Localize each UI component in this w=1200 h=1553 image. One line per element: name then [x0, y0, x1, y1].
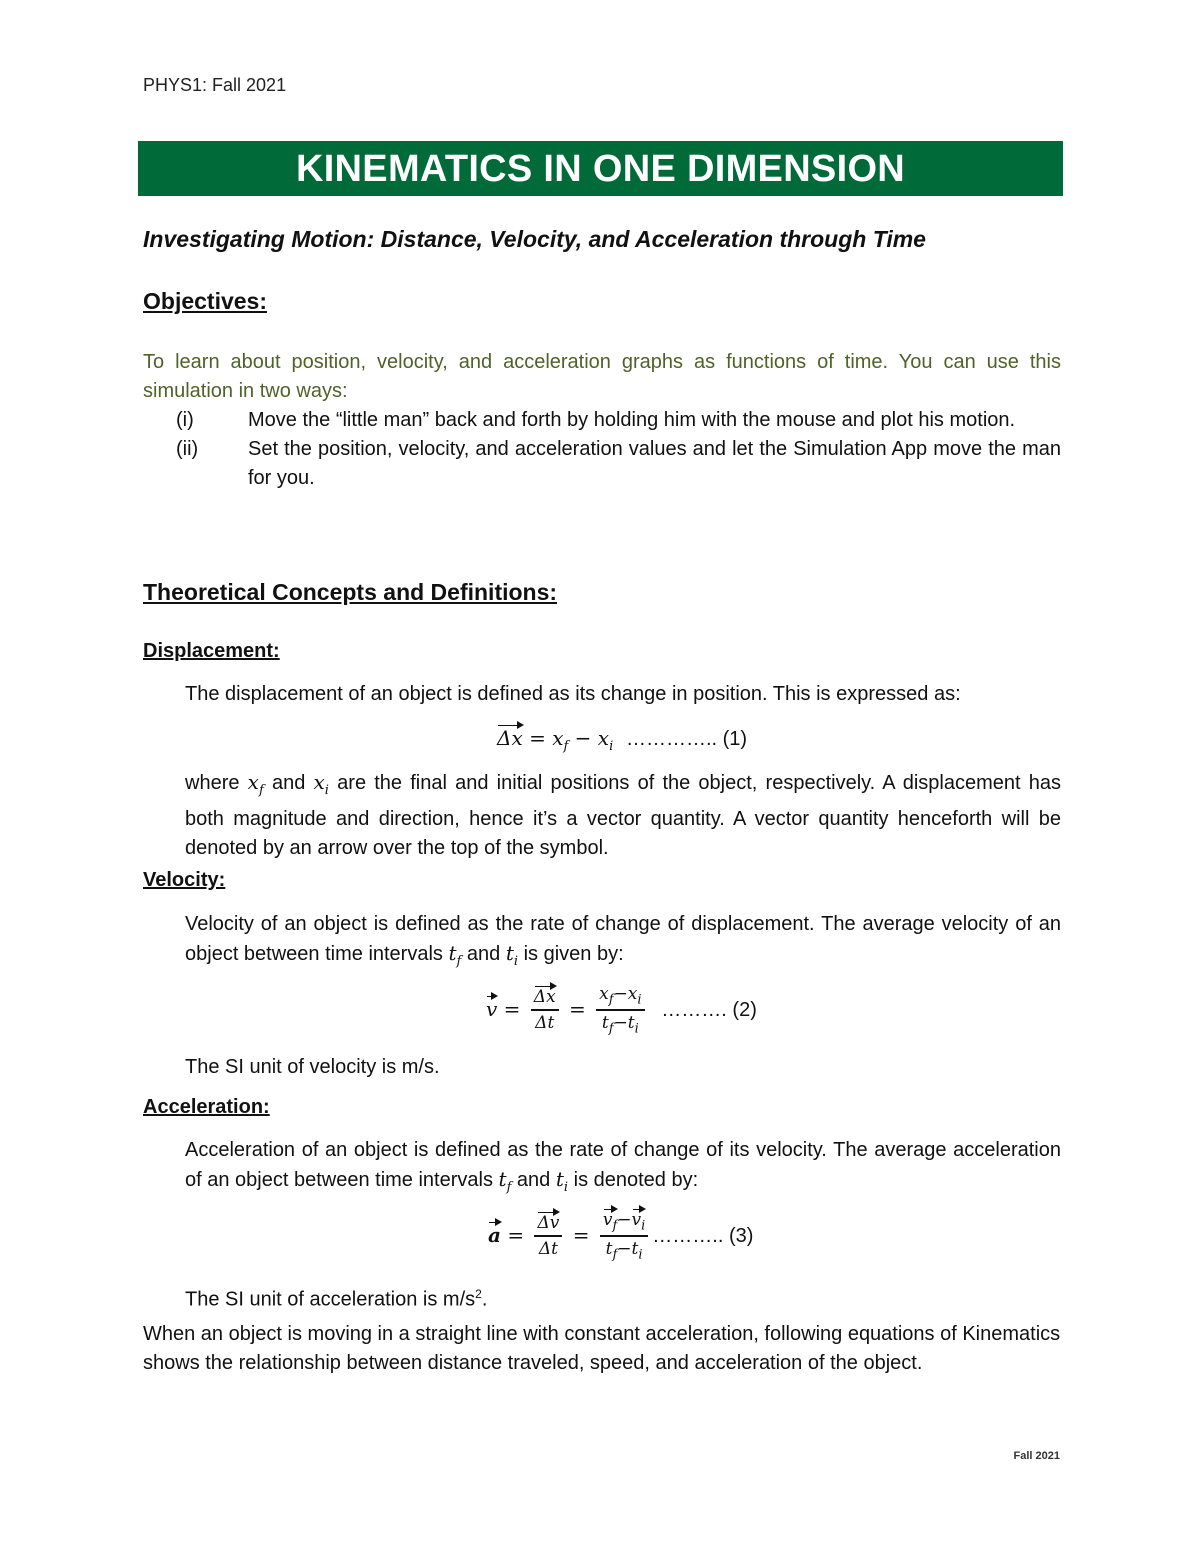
list-number: (i) [176, 409, 194, 431]
unit-text: The SI unit of acceleration is m/s [185, 1288, 476, 1311]
list-item [143, 435, 1061, 493]
closing-paragraph: When an object is moving in a straight line with constant acceleration, following equations of Kinematics shows the relationship between distance traveled, speed, and acceleration of the object. [143, 1323, 1061, 1374]
acceleration-unit [185, 1280, 1061, 1315]
list-number: (ii) [176, 438, 199, 460]
equation-number: ……….. (3) [652, 1224, 754, 1247]
velocity-heading: Velocity: [143, 869, 226, 891]
velocity-text: Velocity of an object is defined as the rate of change of displacement. The average velocity of an object between time intervals $t_f$ and $t_i$ is given by: [185, 913, 1061, 969]
equation-number: ………. (2) [661, 998, 757, 1021]
acceleration-text-part: is denoted by: [568, 1169, 699, 1191]
list-text: Move the “little man” back and forth by holding him with the mouse and plot his motion. [248, 409, 1016, 431]
displacement-where: where $x_f$ and $x_i$ are the final and initial positions of the object, respectively. A displacement has both magnitude and direction, hence it’s a vector quantity. A vector quantity henceforth will be denoted by an arrow over the top of the symbol. [185, 770, 1062, 859]
page-footer: Fall 2021 [1013, 1450, 1060, 1462]
velocity-unit: The SI unit of velocity is m/s. [185, 1056, 440, 1078]
equation-number: ………….. (1) [625, 728, 748, 750]
where-text: are the final and initial positions of the object, respectively. A displacement has both magnitude and direction, hence it’s a vector quantity. A vector quantity henceforth will be denoted by an arrow over the top of the symbol. [185, 772, 1062, 859]
acceleration-text-part: and [511, 1169, 556, 1191]
velocity-text-part: Velocity of an object is defined as the rate of change of displacement. The average velocity of an object between time intervals [185, 913, 1061, 965]
equation-1: $\Delta x = x_f - x_i$ ………….. (1) [497, 726, 748, 754]
title-banner: KINEMATICS IN ONE DIMENSION [138, 141, 1063, 196]
objectives-heading: Objectives: [143, 288, 267, 314]
acceleration-text-part: Acceleration of an object is defined as the rate of change of its velocity. The average acceleration of an object between time intervals [185, 1139, 1061, 1191]
displacement-text: The displacement of an object is defined as its change in position. This is expressed as: [185, 683, 961, 705]
objectives-list [143, 406, 1061, 493]
where-text: where [185, 772, 248, 794]
page-header: PHYS1: Fall 2021 [143, 75, 287, 95]
velocity-text-part: and [461, 943, 506, 965]
subtitle: Investigating Motion: Distance, Velocity, and Acceleration through Time [143, 226, 926, 252]
acceleration-text: Acceleration of an object is defined as the rate of change of its velocity. The average acceleration of an object between time intervals $t_f$ and $t_i$ is denoted by: [185, 1139, 1061, 1195]
objectives-intro: To learn about position, velocity, and acceleration graphs as functions of time. You can use this simulation in two ways: [143, 351, 1061, 402]
list-text: Set the position, velocity, and acceleration values and let the Simulation App move the man for you. [248, 438, 1061, 489]
list-item [143, 406, 1061, 435]
where-text: and [263, 772, 314, 794]
acceleration-heading: Acceleration: [143, 1096, 270, 1118]
unit-text-end: . [481, 1288, 488, 1311]
displacement-heading: Displacement: [143, 640, 280, 662]
theory-heading: Theoretical Concepts and Definitions: [143, 579, 558, 605]
equation-3: a = $\frac{\Delta v}{\Delta t}$ = $\frac{v_f-v_i}{t_f-t_i}$ ……….. (3) [488, 1210, 754, 1263]
velocity-text-part: is given by: [518, 943, 624, 965]
unit-superscript: 2 [475, 1287, 482, 1301]
equation-2: v = $\frac{\Delta x}{\Delta t}$ = $\frac{x_f-x_i}{t_f-t_i}$ ………. (2) [486, 984, 757, 1037]
